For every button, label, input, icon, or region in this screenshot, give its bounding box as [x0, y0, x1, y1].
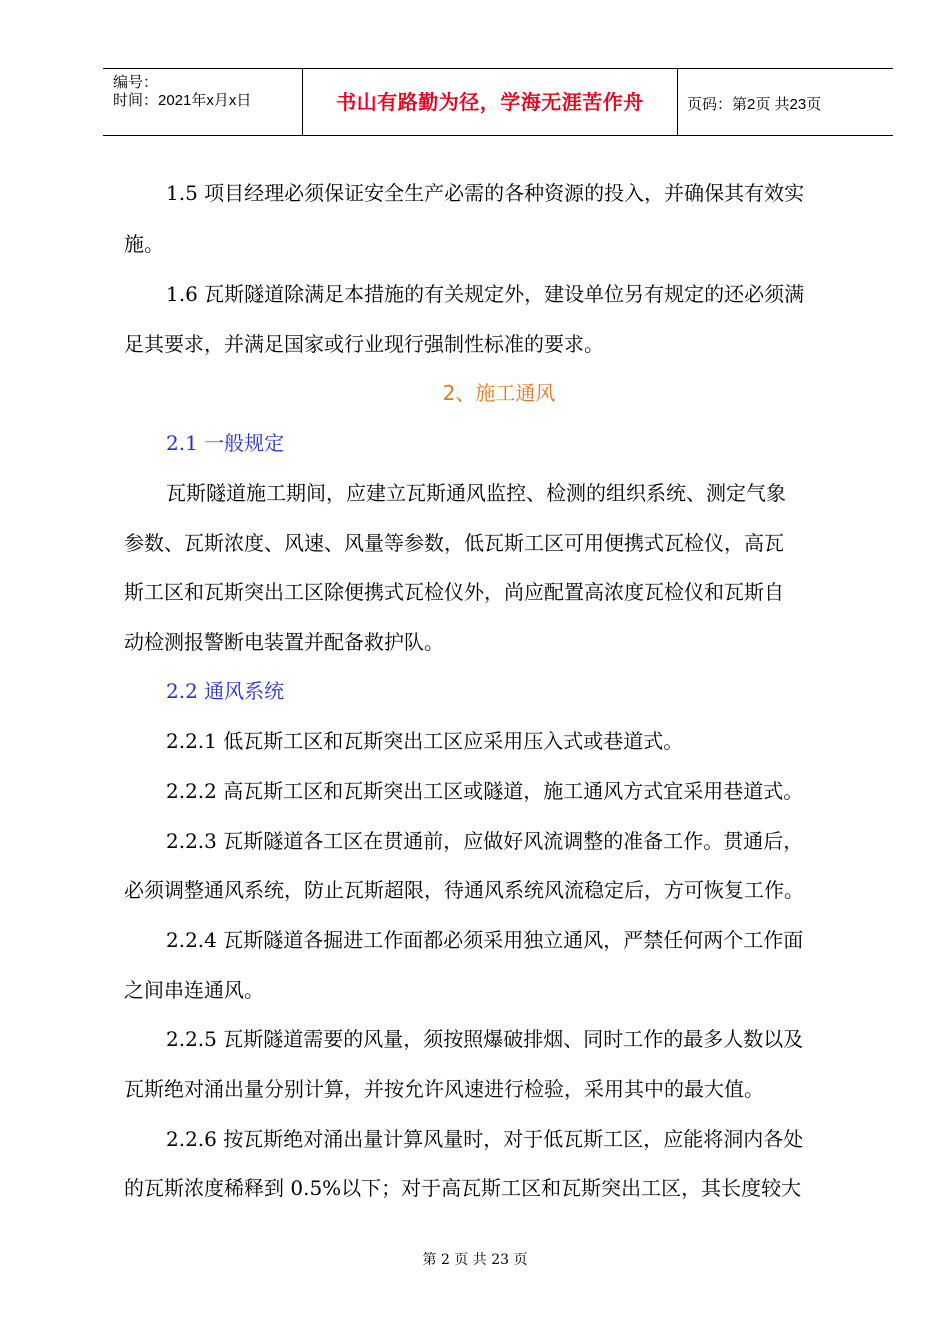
paragraph-2-2-5-line-1: 2.2.5 瓦斯隧道需要的风量，须按照爆破排烟、同时工作的最多人数以及: [166, 1027, 804, 1051]
paragraph-2-1-line-3: 斯工区和瓦斯突出工区除便携式瓦检仪外，尚应配置高浓度瓦检仪和瓦斯自: [124, 580, 784, 604]
paragraph-1-5-line-1: 1.5 项目经理必须保证安全生产必需的各种资源的投入，并确保其有效实: [166, 181, 805, 205]
paragraph-2-2-3-line-2: 必须调整通风系统，防止瓦斯超限，待通风系统风流稳定后，方可恢复工作。: [124, 878, 804, 902]
subsection-heading-2-1: 2.1 一般规定: [166, 431, 285, 455]
header-page-code: 页码：第2页 共23页: [687, 96, 822, 113]
page-header: [103, 68, 893, 136]
paragraph-2-2-3-line-1: 2.2.3 瓦斯隧道各工区在贯通前，应做好风流调整的准备工作。贯通后，: [166, 829, 804, 853]
paragraph-2-2-4-line-2: 之间串连通风。: [124, 978, 264, 1002]
paragraph-2-1-line-4: 动检测报警断电装置并配备救护队。: [124, 630, 444, 654]
header-meta-cell: [103, 69, 303, 135]
paragraph-1-6-line-1: 1.6 瓦斯隧道除满足本措施的有关规定外，建设单位另有规定的还必须满: [166, 282, 805, 306]
paragraph-2-1-line-1: 瓦斯隧道施工期间，应建立瓦斯通风监控、检测的组织系统、测定气象: [166, 481, 786, 505]
paragraph-2-2-1: 2.2.1 低瓦斯工区和瓦斯突出工区应采用压入式或巷道式。: [166, 729, 684, 753]
paragraph-2-2-5-line-2: 瓦斯绝对涌出量分别计算，并按允许风速进行检验，采用其中的最大值。: [124, 1077, 764, 1101]
document-time: 时间：2021年x月x日: [113, 92, 252, 109]
paragraph-2-2-6-line-2: 的瓦斯浓度稀释到 0.5%以下；对于高瓦斯工区和瓦斯突出工区，其长度较大: [124, 1176, 802, 1200]
subsection-heading-2-2: 2.2 通风系统: [166, 679, 285, 703]
document-number-label: 编号：: [113, 74, 159, 91]
paragraph-2-2-6-line-1: 2.2.6 按瓦斯绝对涌出量计算风量时，对于低瓦斯工区，应能将洞内各处: [166, 1127, 804, 1151]
paragraph-2-2-4-line-1: 2.2.4 瓦斯隧道各掘进工作面都必须采用独立通风，严禁任何两个工作面: [166, 928, 804, 952]
paragraph-2-1-line-2: 参数、瓦斯浓度、风速、风量等参数，低瓦斯工区可用便携式瓦检仪，高瓦: [124, 531, 784, 555]
paragraph-2-2-2: 2.2.2 高瓦斯工区和瓦斯突出工区或隧道，施工通风方式宜采用巷道式。: [166, 779, 804, 803]
paragraph-1-5-line-2: 施。: [124, 232, 164, 256]
header-page-cell: [678, 69, 893, 135]
header-motto: 书山有路勤为径，学海无涯苦作舟: [336, 90, 644, 114]
page-footer: 第 2 页 共 23 页: [422, 1252, 528, 1268]
paragraph-1-6-line-2: 足其要求，并满足国家或行业现行强制性标准的要求。: [124, 332, 604, 356]
header-motto-cell: [303, 69, 678, 135]
section-heading-2: 2、施工通风: [442, 381, 556, 405]
